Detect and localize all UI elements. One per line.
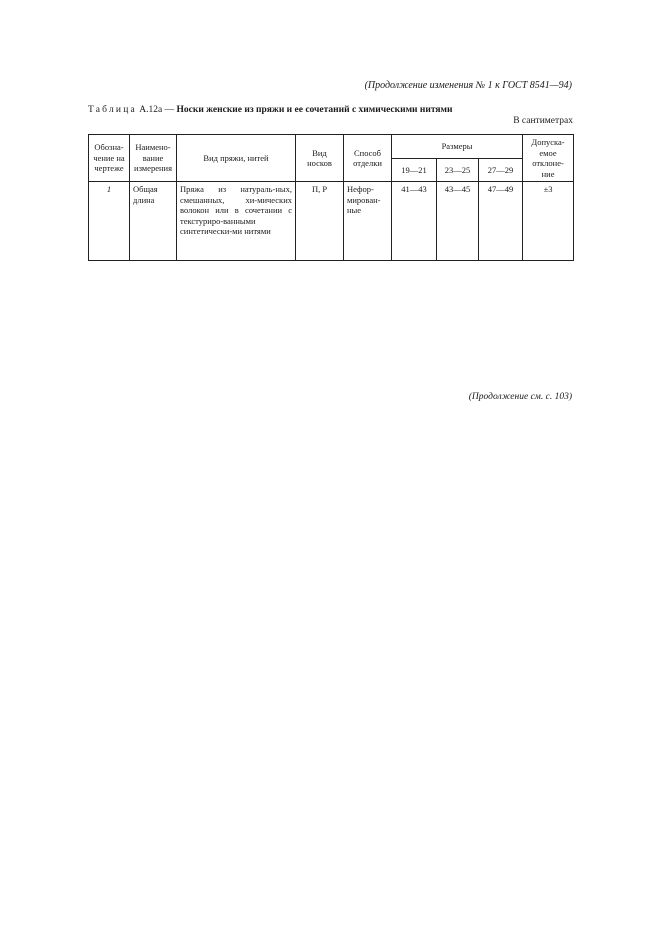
header-sock-type: Вид носков <box>296 135 344 182</box>
header-tolerance: Допуска-емое отклоне-ние <box>523 135 574 182</box>
table-caption-label: Таблица <box>88 105 137 115</box>
cell-size-3: 47—49 <box>479 182 523 261</box>
header-size-3: 27—29 <box>479 158 523 182</box>
table-caption-number: А.12а — <box>139 105 175 115</box>
header-measurement-name: Наимено-вание измерения <box>130 135 177 182</box>
cell-finishing: Нефор-мирован-ные <box>344 182 392 261</box>
table-caption-title: Носки женские из пряжи и ее сочетаний с химическими нитями <box>176 105 453 115</box>
table-header-row <box>89 135 574 159</box>
header-designation: Обозна-чение на чертеже <box>89 135 130 182</box>
cell-sock-type: П, Р <box>296 182 344 261</box>
specification-table <box>88 134 574 261</box>
cell-size-1: 41—43 <box>392 182 437 261</box>
header-size-2: 23—25 <box>437 158 479 182</box>
cell-measurement-name: Общая длина <box>130 182 177 261</box>
cell-tolerance: ±3 <box>523 182 574 261</box>
header-finishing: Способ отделки <box>344 135 392 182</box>
header-size-1: 19—21 <box>392 158 437 182</box>
table-caption <box>88 105 452 115</box>
header-yarn-type: Вид пряжи, нитей <box>177 135 296 182</box>
cell-designation: 1 <box>89 182 130 261</box>
continuation-header-note: (Продолжение изменения № 1 к ГОСТ 8541—94) <box>364 80 572 91</box>
units-label: В сантиметрах <box>513 116 573 126</box>
table-row <box>89 182 574 261</box>
header-sizes: Размеры <box>392 135 523 159</box>
continuation-footer-note: (Продолжение см. с. 103) <box>468 392 572 402</box>
cell-size-2: 43—45 <box>437 182 479 261</box>
cell-yarn-type: Пряжа из натураль-ных, смешанных, хи-мических волокон или в сочетании с текстуриро-ванными синтетически-ми нитями <box>177 182 296 261</box>
